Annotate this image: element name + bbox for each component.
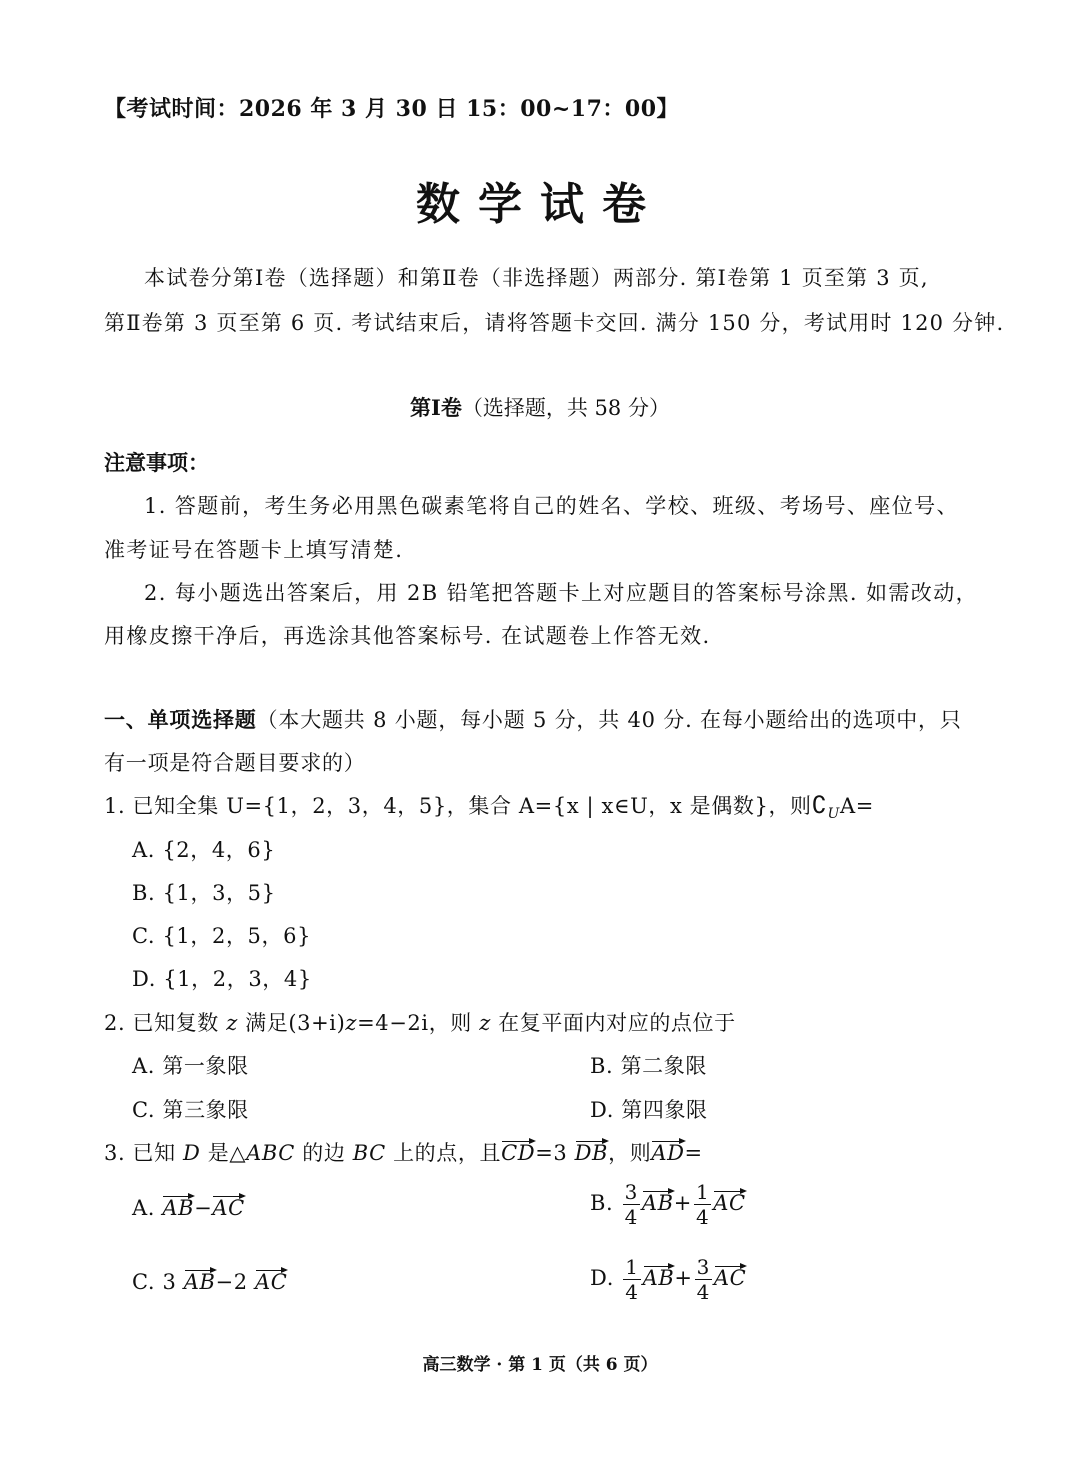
q3-option-a-label: A.	[132, 1196, 163, 1220]
q3-text-a: 3. 已知	[104, 1141, 183, 1165]
vector-ac: AC	[713, 1266, 747, 1290]
q1-complement-sub: U	[827, 806, 840, 823]
q3-option-d-label: D.	[590, 1266, 622, 1290]
fraction-numerator: 1	[625, 1255, 639, 1279]
section-1-desc-line-2: 有一项是符合题目要求的）	[104, 751, 366, 775]
fraction-one-quarter	[623, 1257, 640, 1302]
fraction-denominator: 4	[625, 1280, 639, 1304]
part-detail: （选择题，共 58 分）	[461, 396, 670, 420]
q3-text-b: 是△	[200, 1141, 247, 1165]
q3-option-b	[590, 1182, 746, 1227]
question-2	[104, 1007, 736, 1037]
vector-ab: AB	[641, 1191, 674, 1215]
q3-option-b-label: B.	[590, 1191, 621, 1215]
q3-option-a	[132, 1194, 245, 1220]
fraction-numerator: 3	[696, 1255, 710, 1279]
fraction-three-quarters	[623, 1182, 640, 1227]
q2-option-d: D. 第四象限	[590, 1098, 708, 1122]
q3-text-e: =3	[535, 1141, 575, 1165]
part-label: 第Ⅰ卷	[410, 395, 462, 420]
q2-text-d: 在复平面内对应的点位于	[490, 1011, 736, 1035]
q2-text-b: 满足(3+i)	[237, 1011, 346, 1035]
q3-option-d	[590, 1257, 746, 1302]
fraction-denominator: 4	[696, 1280, 710, 1304]
vector-ac: AC	[212, 1196, 245, 1220]
q2-option-c: C. 第三象限	[132, 1098, 249, 1122]
q1-option-a: A. {2，4，6}	[132, 838, 276, 862]
q1-option-d: D. {1，2，3，4}	[132, 967, 312, 991]
q1-set-a: A={x | x∈U，x 是偶数}，则	[518, 794, 812, 818]
vector-cd: CD	[501, 1141, 536, 1165]
vector-ab: AB	[162, 1196, 195, 1220]
vector-ad: AD	[651, 1141, 685, 1165]
intro-line-1: 本试卷分第Ⅰ卷（选择题）和第Ⅱ卷（非选择题）两部分. 第Ⅰ卷第 1 页至第 3 页,	[144, 266, 929, 290]
notice-heading: 注意事项：	[104, 450, 209, 475]
q3-var-d: D	[183, 1141, 201, 1165]
fraction-denominator: 4	[624, 1205, 638, 1229]
question-1	[104, 790, 874, 822]
q3-option-c-mid: −2	[215, 1270, 255, 1294]
page-title: 数学试卷	[416, 179, 664, 230]
section-1-desc-line-1: （本大题共 8 小题，每小题 5 分，共 40 分. 在每小题给出的选项中，只	[256, 708, 962, 732]
q3-option-c-label: C. 3	[132, 1270, 184, 1294]
fraction-three-quarters	[695, 1257, 712, 1302]
q3-triangle: ABC	[246, 1141, 295, 1165]
vector-ab: AB	[183, 1270, 216, 1294]
q3-segment: BC	[352, 1141, 386, 1165]
vector-ac: AC	[254, 1270, 288, 1294]
exam-time: 【考试时间：2026 年 3 月 30 日 15：00~17：00】	[104, 96, 680, 122]
q2-option-a: A. 第一象限	[132, 1054, 249, 1078]
q2-var-z-3: z	[479, 1011, 491, 1035]
q1-tail: A=	[839, 794, 874, 818]
q3-text-d: 上的点，且	[385, 1141, 502, 1165]
vector-ab: AB	[642, 1266, 675, 1290]
notice-item-2-line-2: 用橡皮擦干净后，再选涂其他答案标号. 在试题卷上作答无效.	[104, 624, 711, 648]
plus-sign: +	[673, 1191, 692, 1215]
q1-option-c: C. {1，2，5，6}	[132, 924, 312, 948]
q3-option-a-minus: −	[194, 1196, 213, 1220]
complement-icon: ∁	[811, 791, 828, 819]
q2-text-a: 2. 已知复数	[104, 1011, 227, 1035]
vector-ac: AC	[713, 1191, 746, 1215]
page-footer: 高三数学 · 第 1 页（共 6 页）	[422, 1355, 658, 1375]
q3-text-f: ，则	[608, 1141, 652, 1165]
notice-item-2-line-1: 2. 每小题选出答案后，用 2B 铅笔把答题卡上对应题目的答案标号涂黑. 如需改动，	[144, 581, 979, 605]
fraction-numerator: 3	[624, 1180, 638, 1204]
q3-text-c: 的边	[294, 1141, 353, 1165]
q1-option-b: B. {1，3，5}	[132, 881, 276, 905]
q2-var-z-2: z	[345, 1011, 358, 1035]
q2-text-c: =4−2i，则	[357, 1011, 480, 1035]
intro-line-2: 第Ⅱ卷第 3 页至第 6 页. 考试结束后，请将答题卡交回. 满分 150 分，考试用时 120 分钟.	[104, 311, 1005, 335]
notice-item-1-line-1: 1. 答题前，考生务必用黑色碳素笔将自己的姓名、学校、班级、考场号、座位号、	[144, 494, 959, 518]
q3-text-g: =	[684, 1141, 703, 1165]
q3-option-c	[132, 1268, 287, 1294]
fraction-one-quarter	[694, 1182, 711, 1227]
fraction-denominator: 4	[695, 1205, 710, 1229]
q1-universal-set: U={1，2，3，4，5}，集合	[226, 794, 519, 818]
section-1-heading	[104, 704, 962, 734]
plus-sign: +	[674, 1266, 693, 1290]
vector-db: DB	[574, 1141, 609, 1165]
fraction-numerator: 1	[695, 1180, 710, 1204]
notice-item-1-line-2: 准考证号在答题卡上填写清楚.	[104, 538, 404, 562]
q2-var-z: z	[226, 1011, 238, 1035]
part-title	[0, 392, 1080, 422]
section-1-title: 一、单项选择题	[104, 707, 257, 732]
question-3	[104, 1137, 703, 1167]
q2-option-b: B. 第二象限	[590, 1054, 707, 1078]
q1-prefix: 1. 已知全集	[104, 794, 227, 818]
